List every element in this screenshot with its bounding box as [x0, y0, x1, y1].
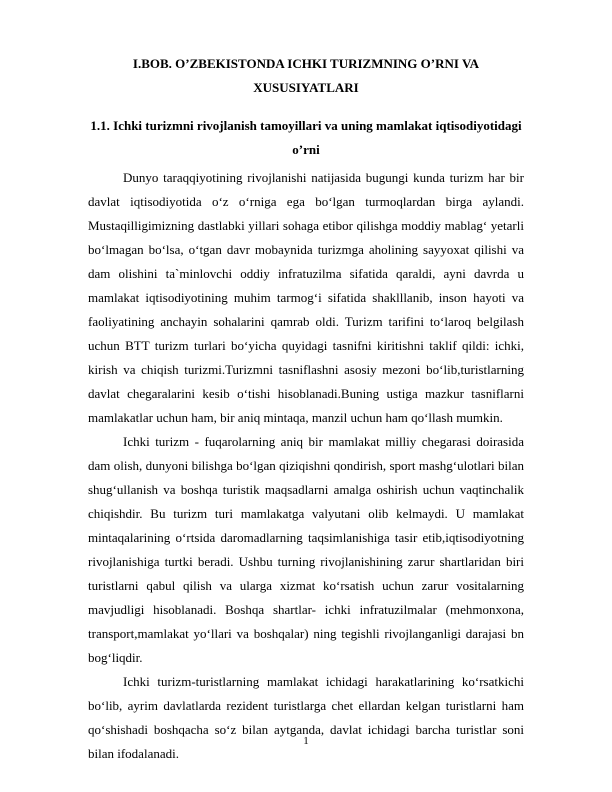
paragraph: Dunyo taraqqiyotining rivojlanishi natijasida bugungi kunda turizm har bir davlat iqtisodiyotida o‘z o‘rniga ega bo‘lgan turmoqlardan birga aylandi. Mustaqilligimizning dastlabki yillari sohaga etibor qilishga moddiy mablag‘ yetarli bo‘lmagan bo‘lsa, o‘tgan davr mobaynida turizmga aholining sayyoxat qilishi va dam olishini ta`minlovchi oddiy infratuzilma sifatida qaraldi, ayni davrda u mamlakat iqtisodiyotining muhim tarmog‘i sifatida shaklllanib, inson hayoti va faoliyatining anchayin sohalarini qamrab oldi. Turizm tarifini to‘laroq belgilash uchun BTT turizm turlari bo‘yicha quyidagi tasnifni kiritishni taklif qildi: ichki, kirish va chiqish turizmi.Turizmni tasniflashni asosiy mezoni bo‘lib,turistlarning davlat chegaralarini kesib o‘tishi hisoblanadi.Buning ustiga mazkur tasniflarni mamlakatlar uchun ham, bir aniq mintaqa, manzil uchun ham qo‘llash mumkin.: [88, 170, 524, 425]
section-title: 1.1. Ichki turizmni rivojlanish tamoyillari va uning mamlakat iqtisodiyotidagi o’rni: [90, 118, 522, 157]
paragraph: Ichki turizm-turistlarning mamlakat ichidagi harakatlarining ko‘rsatkichi bo‘lib, ayrim davlatlarda rezident turistlarga chet ellardan kelgan turistlarni ham qo‘shishadi boshqacha so‘z bilan aytganda, davlat ichidagi barcha turistlar soni bilan ifodalanadi.: [88, 674, 524, 761]
body-text: [88, 166, 524, 766]
chapter-title: I.BOB. O’ZBEKISTONDA ICHKI TURIZMNING O’RNI VA XUSUSIYATLARI: [132, 56, 480, 95]
paragraph: Ichki turizm - fuqarolarning aniq bir mamlakat milliy chegarasi doirasida dam olish, dunyoni bilishga bo‘lgan qiziqishni qondirish, sport mashg‘ulotlari bilan shug‘ullanish va boshqa turistik maqsadlarni amalga oshirish uchun vaqtinchalik chiqishdir. Bu turizm turi mamlakatga valyutani olib kelmaydi. U mamlakat mintaqalarining o‘rtsida daromadlarning taqsimlanishiga tasir etib,iqtisodiyotning rivojlanishiga turtki beradi. Ushbu turning rivojlanishining zarur shartlaridan biri turistlarni qabul qilish va ularga xizmat ko‘rsatish uchun zarur vositalarning mavjudligi hisoblanadi. Boshqa shartlar- ichki infratuzilmalar (mehmonxona, transport,mamlakat yo‘llari va boshqalar) ning tegishli rivojlanganligi darajasi bn bog‘liqdir.: [88, 434, 524, 665]
page-number: 1: [303, 735, 309, 747]
